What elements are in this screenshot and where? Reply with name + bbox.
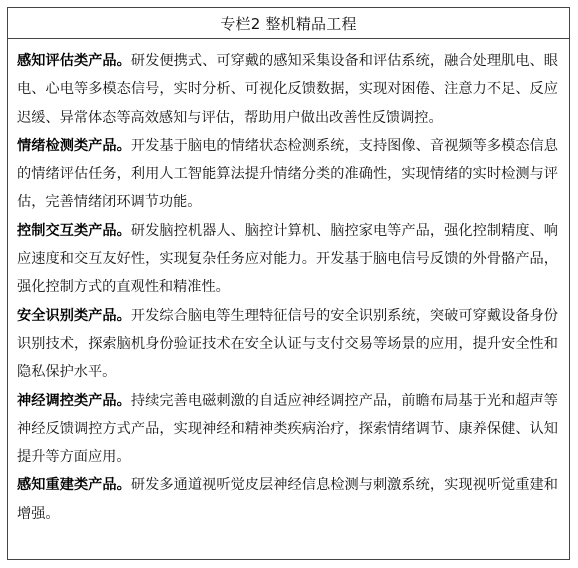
section-lead: 神经调控类产品。 (17, 392, 131, 409)
section-lead: 控制交互类产品。 (17, 222, 131, 239)
section-perception-assessment (17, 47, 558, 132)
section-emotion-detection (17, 132, 558, 217)
section-text: 开发基于脑电的情绪状态检测系统，支持图像、音视频等多模态信息的情绪评估任务，利用人工智能算法提升情绪分类的准确性，实现情绪的实时检测与评估，完善情绪闭环调节功能。 (17, 137, 558, 211)
feature-box (7, 7, 570, 560)
section-text: 研发脑控机器人、脑控计算机、脑控家电等产品，强化控制精度、响应速度和交互友好性，实现复杂任务应对能力。开发基于脑电信号反馈的外骨骼产品，强化控制方式的直观性和精准性。 (17, 222, 558, 296)
box-content (8, 39, 569, 528)
section-lead: 安全识别类产品。 (17, 307, 131, 324)
section-lead: 感知评估类产品。 (17, 53, 131, 69)
section-text: 研发便携式、可穿戴的感知采集设备和评估系统，融合处理肌电、眼电、心电等多模态信号，实时分析、可视化反馈数据，实现对困倦、注意力不足、反应迟缓、异常体态等高效感知与评估，帮助用户做出改善性反馈调控。 (17, 53, 558, 126)
section-control-interaction (17, 217, 558, 302)
section-text: 研发多通道视听觉皮层神经信息检测与刺激系统，实现视听觉重建和增强。 (17, 477, 558, 522)
box-title: 专栏2 整机精品工程 (8, 8, 569, 39)
section-perception-reconstruction (17, 471, 558, 528)
section-lead: 感知重建类产品。 (17, 477, 131, 494)
section-text: 开发综合脑电等生理特征信号的安全识别系统，突破可穿戴设备身份识别技术，探索脑机身份验证技术在安全认证与支付交易等场景的应用，提升安全性和隐私保护水平。 (17, 307, 558, 381)
section-text: 持续完善电磁刺激的自适应神经调控产品，前瞻布局基于光和超声等神经反馈调控方式产品，实现神经和精神类疾病治疗，探索情绪调节、康养保健、认知提升等方面应用。 (17, 392, 558, 466)
section-security-identification (17, 302, 558, 387)
section-neuromodulation (17, 387, 558, 472)
section-lead: 情绪检测类产品。 (17, 137, 131, 154)
